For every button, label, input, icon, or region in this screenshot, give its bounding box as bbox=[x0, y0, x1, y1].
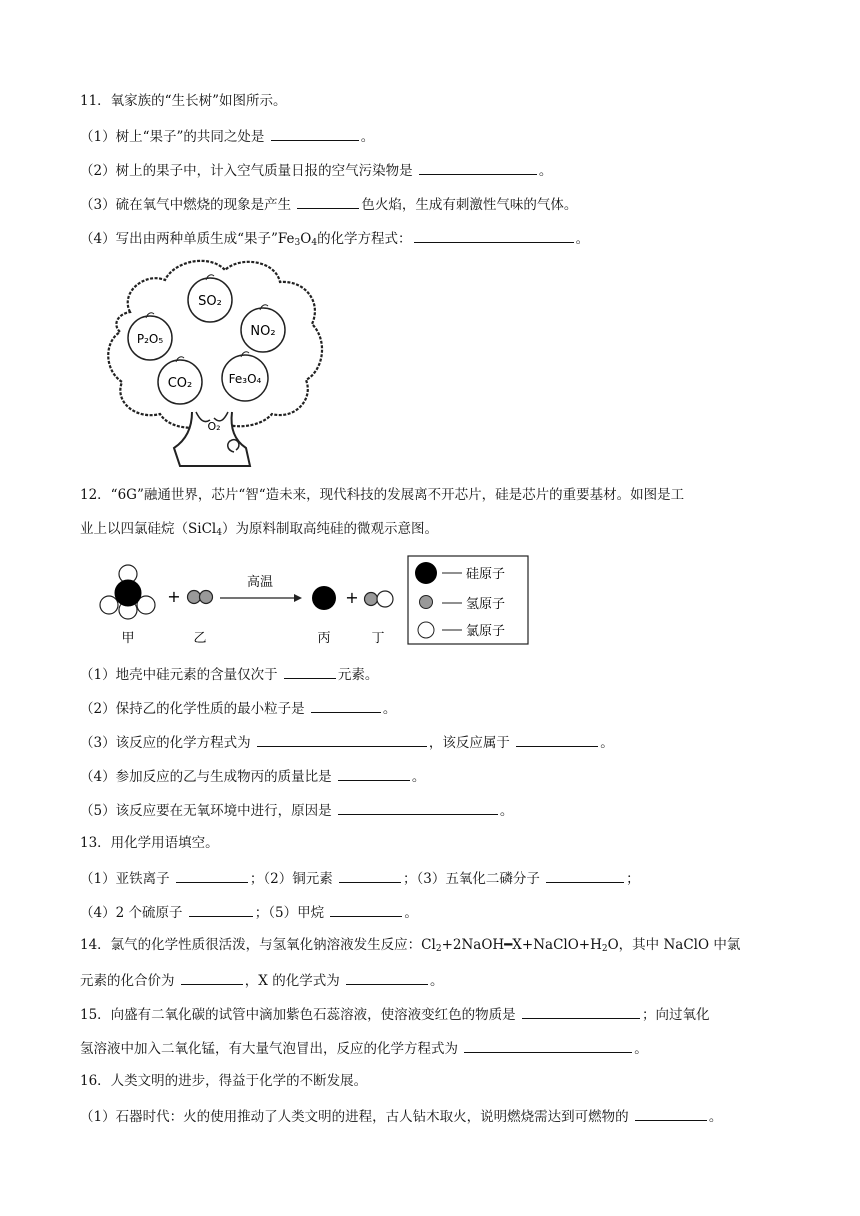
q12-part1-text: （1）地壳中硅元素的含量仅次于 bbox=[80, 667, 282, 683]
molecule-jia bbox=[100, 565, 155, 619]
punct: 。 bbox=[600, 735, 614, 751]
q11-part1 bbox=[80, 126, 374, 146]
q14-line2 bbox=[80, 970, 444, 990]
q15-tail: ；向过氧化 bbox=[641, 1007, 710, 1023]
q11-part3-tail: 色火焰，生成有刺激性气味的气体。 bbox=[361, 197, 578, 213]
punct: ； bbox=[626, 871, 640, 887]
molecule-bing bbox=[312, 586, 336, 610]
legend-silicon: 硅原子 bbox=[466, 567, 506, 582]
q12-part3-text: （3）该反应的化学方程式为 bbox=[80, 735, 255, 751]
answer-blank[interactable] bbox=[522, 1004, 640, 1019]
answer-blank[interactable] bbox=[414, 228, 574, 243]
answer-blank[interactable] bbox=[464, 1038, 632, 1053]
subscript: 2 bbox=[601, 944, 608, 954]
q14-line1 bbox=[80, 936, 740, 958]
q12-stem2-tail: ）为原料制取高纯硅的微观示意图。 bbox=[221, 521, 438, 537]
plus-sign: + bbox=[345, 588, 359, 607]
molecule-ding bbox=[365, 591, 394, 607]
q12-part5 bbox=[80, 800, 513, 820]
q12-part1-tail: 元素。 bbox=[337, 667, 379, 683]
fruit-label: NO₂ bbox=[250, 324, 276, 339]
q16-stem: 16．人类文明的进步，得益于化学的不断发展。 bbox=[80, 1073, 368, 1089]
q14-equation: +2NaOH━X+NaClO+H bbox=[441, 937, 602, 953]
answer-blank[interactable] bbox=[346, 970, 428, 985]
reaction-condition: 高温 bbox=[246, 575, 274, 590]
label-yi: 乙 bbox=[193, 631, 207, 646]
legend-hydrogen: 氢原子 bbox=[466, 597, 506, 612]
q11-part4: （4）写出由两种单质生成“果子$”Fe_3O_4$的化学方程式： 。 bbox=[80, 228, 589, 252]
q14-text: 14．氯气的化学性质很活泼，与氢氧化钠溶液发生反应：Cl bbox=[80, 937, 436, 953]
q13-item3: ；（3）五氧化二磷分子 bbox=[403, 871, 545, 887]
q13-item1: （1）亚铁离子 bbox=[80, 871, 174, 887]
punct: 。 bbox=[575, 231, 590, 247]
punct: 。 bbox=[538, 163, 553, 179]
label-bing: 丙 bbox=[317, 631, 331, 646]
q11-part3 bbox=[80, 194, 577, 214]
q13-line2 bbox=[80, 902, 418, 922]
answer-blank[interactable] bbox=[271, 126, 359, 141]
reaction-diagram bbox=[96, 554, 536, 650]
q14-tail: O，其中 NaClO 中氯 bbox=[607, 937, 741, 953]
q12-part4-text: （4）参加反应的乙与生成物丙的质量比是 bbox=[80, 769, 336, 785]
label-jia: 甲 bbox=[121, 631, 135, 646]
q12-part3 bbox=[80, 732, 614, 752]
q11-part1-text: （1）树上“果子”的共同之处是 bbox=[80, 129, 269, 145]
q14-formula-text: ，X 的化学式为 bbox=[244, 973, 344, 989]
q13-item5: ；（5）甲烷 bbox=[254, 905, 329, 921]
q12-part2 bbox=[80, 698, 396, 718]
label-ding: 丁 bbox=[371, 631, 385, 646]
punct: 。 bbox=[634, 1041, 648, 1057]
q12-part3-mid: ，该反应属于 bbox=[428, 735, 515, 751]
q11-part2 bbox=[80, 160, 552, 180]
q13-stem: 13．用化学用语填空。 bbox=[80, 835, 219, 851]
punct: 。 bbox=[499, 803, 514, 819]
answer-blank[interactable] bbox=[546, 868, 624, 883]
q12-part2-text: （2）保持乙的化学性质的最小粒子是 bbox=[80, 701, 309, 717]
punct: 。 bbox=[708, 1109, 723, 1125]
q12-stem-line2 bbox=[80, 520, 438, 542]
punct: 。 bbox=[411, 769, 426, 785]
answer-blank[interactable] bbox=[297, 194, 359, 209]
punct: 。 bbox=[360, 129, 375, 145]
answer-blank[interactable] bbox=[635, 1106, 707, 1121]
answer-blank[interactable] bbox=[284, 664, 336, 679]
answer-blank[interactable] bbox=[181, 970, 243, 985]
q13-item2: ；（2）铜元素 bbox=[249, 871, 338, 887]
fruit-label: CO₂ bbox=[167, 376, 193, 391]
q15-line2-text: 氢溶液中加入二氧化锰，有大量气泡冒出，反应的化学方程式为 bbox=[80, 1041, 463, 1057]
answer-blank[interactable] bbox=[257, 732, 427, 747]
q11-part2-text: （2）树上的果子中，计入空气质量日报的空气污染物是 bbox=[80, 163, 417, 179]
answer-blank[interactable] bbox=[189, 902, 253, 917]
legend bbox=[408, 556, 528, 644]
q12-part5-text: （5）该反应要在无氧环境中进行，原因是 bbox=[80, 803, 336, 819]
subscript: 4 bbox=[311, 238, 318, 248]
subscript: 2 bbox=[435, 944, 442, 954]
answer-blank[interactable] bbox=[338, 800, 498, 815]
fruit-label: Fe₃O₄ bbox=[228, 372, 262, 386]
punct: 。 bbox=[382, 701, 397, 717]
q11-part4-text: （4）写出由两种单质生成“果子”Fe bbox=[80, 231, 295, 247]
fruit-label: P₂O₅ bbox=[136, 332, 164, 346]
oxygen-family-tree bbox=[100, 252, 330, 474]
molecule-yi bbox=[188, 591, 213, 604]
q16-part1-text: （1）石器时代：火的使用推动了人类文明的进程，古人钻木取火，说明燃烧需达到可燃物的 bbox=[80, 1109, 633, 1125]
answer-blank[interactable] bbox=[176, 868, 248, 883]
q12-part4 bbox=[80, 766, 425, 786]
fruit-label: SO₂ bbox=[198, 294, 222, 309]
q11-stem: 11．氧家族的“生长树”如图所示。 bbox=[80, 93, 287, 109]
q16-part1 bbox=[80, 1106, 722, 1126]
answer-blank[interactable] bbox=[330, 902, 402, 917]
q15-line1 bbox=[80, 1004, 709, 1024]
q14-valence-text: 元素的化合价为 bbox=[80, 973, 179, 989]
q13-line1 bbox=[80, 868, 640, 888]
q11-part3-text: （3）硫在氧气中燃烧的现象是产生 bbox=[80, 197, 296, 213]
punct: 。 bbox=[404, 905, 418, 921]
trunk-label: O₂ bbox=[207, 420, 221, 433]
q15-text: 15．向盛有二氧化碳的试管中滴加紫色石蕊溶液，使溶液变红色的物质是 bbox=[80, 1007, 520, 1023]
q12-part1 bbox=[80, 664, 378, 684]
plus-sign: + bbox=[167, 587, 181, 606]
q12-stem-line1: 12．“6G”融通世界，芯片“智“造未来，现代科技的发展离不开芯片，硅是芯片的重要基材。如图是工 bbox=[80, 487, 685, 503]
q12-stem2-text: 业上以四氯硅烷（SiCl bbox=[80, 521, 217, 537]
subscript: 4 bbox=[216, 528, 222, 538]
answer-blank[interactable] bbox=[311, 698, 381, 713]
legend-chlorine: 氯原子 bbox=[466, 624, 506, 639]
answer-blank[interactable] bbox=[516, 732, 598, 747]
answer-blank[interactable] bbox=[419, 160, 537, 175]
q11-part4-tail: 的化学方程式： bbox=[317, 231, 412, 247]
answer-blank[interactable] bbox=[338, 766, 410, 781]
punct: 。 bbox=[430, 973, 444, 989]
subscript: 3 bbox=[294, 238, 301, 248]
q13-item4: （4）2 个硫原子 bbox=[80, 905, 187, 921]
q15-line2 bbox=[80, 1038, 648, 1058]
answer-blank[interactable] bbox=[339, 868, 401, 883]
